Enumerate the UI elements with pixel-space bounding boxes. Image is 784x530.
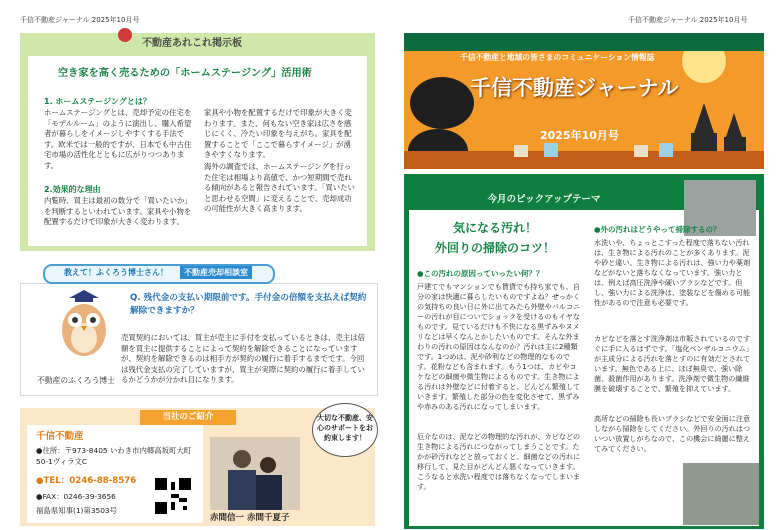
company-address: ●住所：〒973-8405 いわき市内郷高坂町大町50-1ヴィラ文C [36, 446, 192, 466]
company-tab: 当社のご紹介 [140, 410, 236, 425]
pushpin-icon [118, 28, 132, 42]
owl-professor-icon [55, 290, 113, 358]
section2-heading: 2.効果的な理由 [44, 185, 101, 194]
qa-question: Q. 残代金の支払い期限前です。手付金の倍額を支払えば契約解除できますか？ [130, 293, 367, 316]
board-title: 不動産あれこれ掲示板 [142, 38, 242, 49]
board-col2-body2: 海外の調査では、ホームステージングを行った住宅は相場より高値で、かつ短期間で売れる傾向があると報告されています。「買いたいと思わせる空間」に変えることで、売却成功の可能性が大きく高まります。 [204, 162, 355, 214]
company-tel: ●TEL：0246-88-8576 [36, 476, 137, 486]
company-fax: ●FAX：0246-39-3656 [36, 492, 116, 501]
banner-tagline: 千信不動産と地域の皆さまのコミュニケーション情報誌 [460, 53, 655, 62]
staff-caption: 赤間信一 赤間千夏子 [210, 513, 290, 523]
page-header-left: 千信不動産ジャーナル 2025年10月号 [20, 16, 140, 24]
banner-title: 千信不動産ジャーナル [470, 76, 679, 100]
pickup-body3: 水洗いや、ちょっとこすった程度で落ちない汚れは、生き物による汚れのことが多くあります。泥や砂と違い、生き物による汚れは、強い力や薬剤などがないと落ちなくなっています。強い力とは、例えば高圧洗浄や硬いブラシなどです。但し、強い力による洗浄は、塗装などを傷める可能性があるので注意も必要です。 [594, 238, 751, 307]
company-name: 千信不動産 [36, 431, 84, 442]
section2-body: 内覧時、買主は最初の数分で「買いたいか」を判断するといわれています。家具や小物を配置するだけで印象が大きく変わります。 [44, 196, 192, 227]
lead-title-2: 外回りの掃除のコツ！ [434, 241, 555, 255]
section1-heading: 1. ホームステージングとは？ [44, 97, 151, 106]
speech-bubble-text: 大切な不動産、安心のサポートをお約束します！ [317, 414, 373, 442]
qr-code-icon [155, 478, 191, 514]
pickup-body2: 厄介なのは、泥などの物理的な汚れが、カビなどの生き物による汚れにつながってしまうことです。たかが砂汚れなどと放っておくと、細菌などの汚れに移行して、見た目がどんどん悪くなっていきます。こうなると水洗い程度では落ちなくなってしまいます。 [417, 432, 581, 491]
qa-tab-tag: 不動産売却相談室 [180, 266, 252, 279]
board-subtitle: 空き家を高く売るための「ホームステージング」活用術 [58, 68, 312, 79]
section1-body: ホームステージングとは、売却予定の住宅を「モデルルーム」のように演出し、購入希望者が暮らしをイメージしやすくする手法です。欧米では一般的ですが、日本でも中古住宅市場の活性化とともに広がりつつあります。 [44, 108, 192, 170]
pickup-q1: ●この汚れの原因っていったい何？？ [417, 269, 544, 278]
pickup-title: 今月のピックアップテーマ [487, 194, 601, 205]
qa-tab-label: 教えて！ふくろう博士さん！ [64, 268, 168, 277]
lead-title-1: 気になる汚れ！ [452, 221, 537, 235]
pickup-body5: 高所などの掃除も長いブラシなどで安全面に注意しながら掃除をしてください。外回りの汚れはついつい放置しがちなので、この機会に綺麗に整えてみてください。 [594, 414, 751, 453]
pickup-q2: ●外の汚れはどうやって掃除するの？ [594, 225, 721, 234]
pickup-body1: 戸建てでもマンションでも賃貸でも持ち家でも、自分の家は快適に暮らしたいものですよね？せっかくの気持ちの良い日に外に出てみたら外壁やバルコニーの汚れが目についてショックを受けるのもイヤなものです。見ているだけも不快になる黒ずみやヌメリなどは早くなんとかしたいものです。そんな外まわりの汚れの原因はなんなのか？汚れは主に2種類です。1つめは、泥や砂利などの物理的なものです。花粉なども含まれます。もう1つは、カビやコケなどの細菌や微生物によるものです。生き物による汚れは外壁などに付着すると、どんどん繁殖していきます。繁殖した部分の色を変化させて、黒ずみや赤みのある汚れになってしまいます。 [417, 282, 581, 411]
pickup-body4: カビなどを落とす洗浄剤は市販されているのですぐに手に入るはずです。「塩化ベンザルコニウム」が主成分による汚れを落とすのに有効だとされています。無色である上に、ほぼ無臭で、強い除菌、殺菌作用があります。洗浄剤で微生物の繊維膜を破壊することで、繁殖を抑えています。 [594, 334, 753, 393]
stone-wall-photo [683, 463, 759, 525]
banner-issue-date: 2025年10月号 [540, 129, 619, 142]
staff-photo [210, 437, 300, 510]
board-col2-body: 家具や小物を配置するだけで印象が大きく変わります。また、何もない空き家は広さを感じにくく、冷たい印象を与えがち。家具を配置することで「ここで暮らすイメージ」が湧きやすくなります。 [204, 108, 352, 160]
company-license: 福島県知事(1)第3503号 [36, 506, 118, 515]
qa-answer: 売買契約においては、買主が売主に手付を支払っているときは、売主は倍額を買主に提供することによって契約を解除できることになっていますが、契約を解除できるのは相手方が契約の履行に着手するまでです。今回は残代金支払の完了していますが、買主が実際に契約の履行に着手しているかどうかが分かれ目になります。 [121, 333, 365, 385]
owl-label: 不動産のふくろう博士 [37, 376, 115, 385]
page-header-right: 千信不動産ジャーナル 2025年10月号 [628, 16, 748, 24]
